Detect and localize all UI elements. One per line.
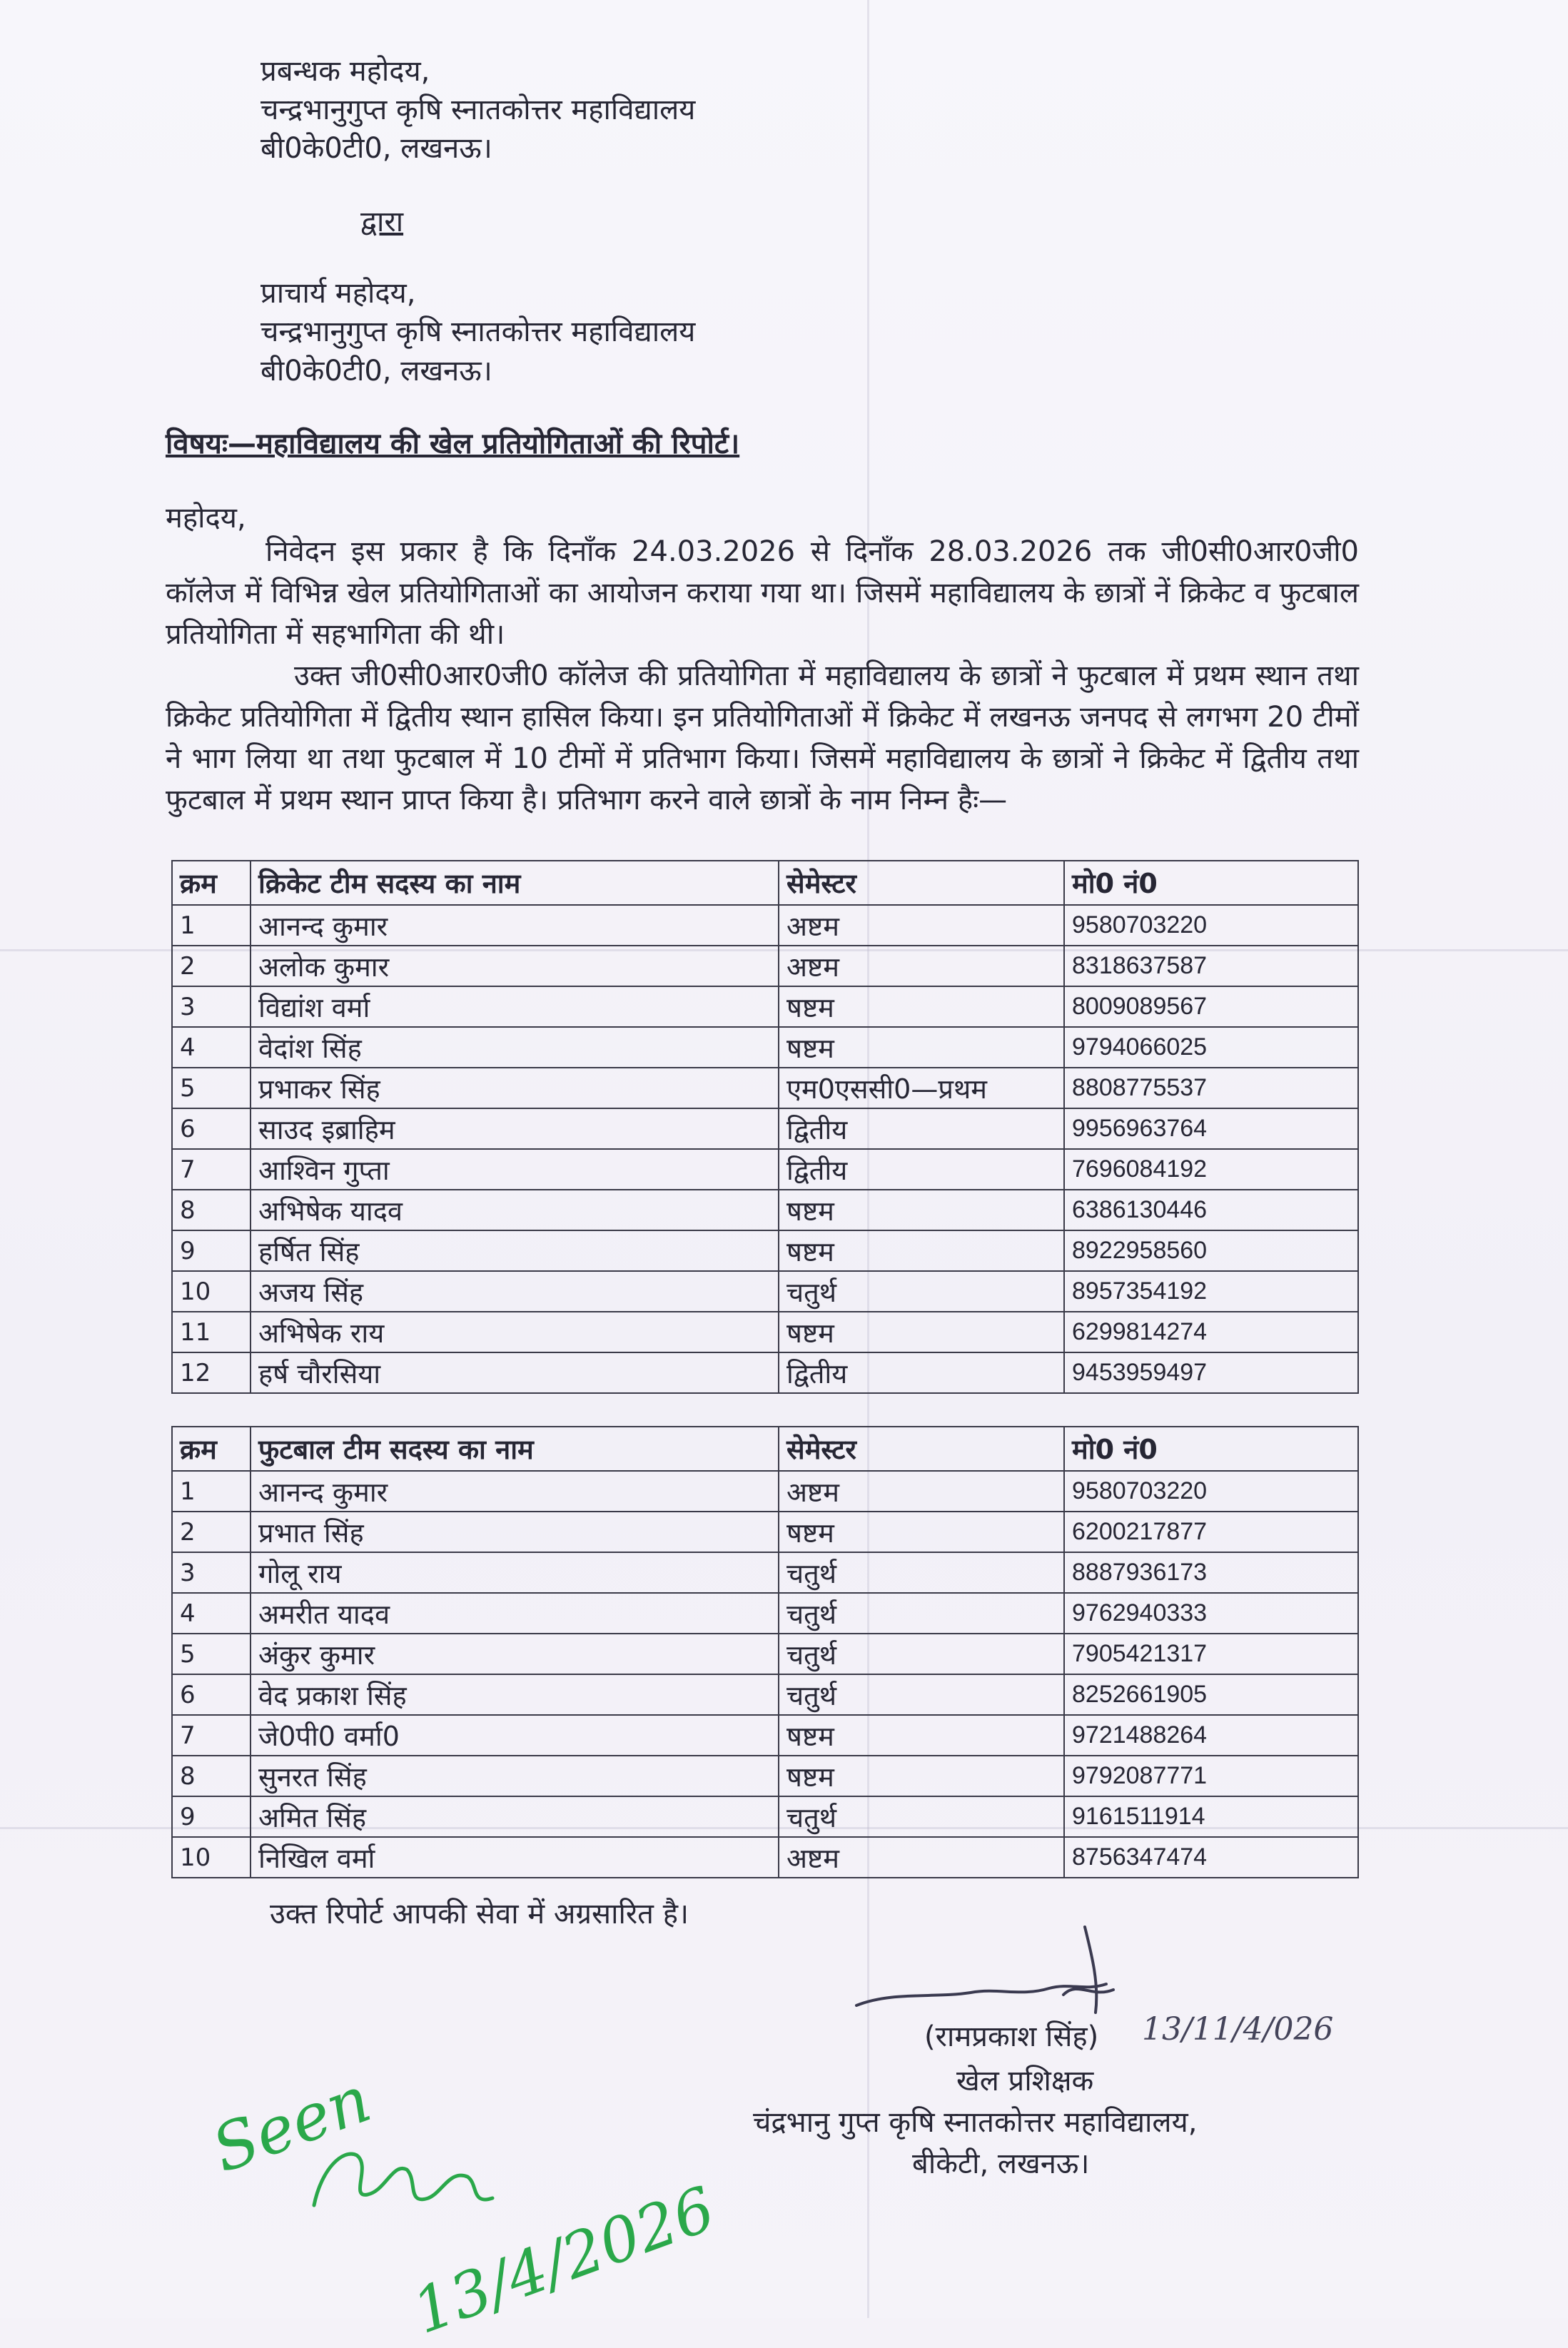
cell-mobile: 9580703220 [1064,905,1358,946]
cell-serial: 2 [172,946,251,986]
signatory-city: बीकेटी, लखनऊ। [912,2147,1090,2180]
cell-semester: चतुर्थ [779,1271,1064,1312]
cell-name: आनन्द कुमार [251,1471,779,1512]
cell-mobile: 9721488264 [1064,1715,1358,1756]
cell-semester: षष्टम [779,1715,1064,1756]
table-row [172,1471,1358,1512]
signatory-college: चंद्रभानु गुप्त कृषि स्नातकोत्तर महाविद्यालय, [753,2106,1198,2139]
table-row [172,1756,1358,1796]
cell-semester: षष्टम [779,986,1064,1027]
cell-serial: 5 [172,1068,251,1108]
signature-scrawl [849,1913,1149,2034]
cell-mobile: 7905421317 [1064,1634,1358,1674]
table-row [172,1068,1358,1108]
cell-serial: 6 [172,1108,251,1149]
via-label: द्वारा [360,206,404,238]
principal-line-3: बी0के0टी0, लखनऊ। [261,355,492,388]
cell-semester: द्वितीय [779,1352,1064,1393]
cell-semester: चतुर्थ [779,1796,1064,1837]
table-row [172,1796,1358,1837]
cell-serial: 3 [172,1552,251,1593]
cell-mobile: 8756347474 [1064,1837,1358,1878]
salutation: महोदय, [166,502,246,535]
cell-semester: अष्टम [779,1837,1064,1878]
header-name: क्रिकेट टीम सदस्य का नाम [251,861,779,905]
table-row [172,1674,1358,1715]
table-row [172,1149,1358,1190]
header-name: फुटबाल टीम सदस्य का नाम [251,1427,779,1471]
cell-name: अमित सिंह [251,1796,779,1837]
paragraph-2: उक्त जी0सी0आर0जी0 कॉलेज की प्रतियोगिता में महाविद्यालय के छात्रों ने फुटबाल में प्रथम स्थान तथा क्रिकेट प्रतियोगिता में द्वितीय स्थान हासिल किया। इन प्रतियोगिताओं में क्रिकेट में लखनऊ जनपद से लगभग 20 टीमों ने भाग लिया था तथा फुटबाल में 10 टीमों में प्रतिभाग किया। जिसमें महाविद्यालय के छात्रों ने क्रिकेट में द्वितीय तथा फुटबाल में प्रथम स्थान प्राप्त किया है। प्रतिभाग करने वाले छात्रों के नाम निम्न हैः— [166,659,1359,816]
cell-serial: 1 [172,905,251,946]
cell-mobile: 9794066025 [1064,1027,1358,1068]
cell-mobile: 8808775537 [1064,1068,1358,1108]
cell-semester: एम0एससी0—प्रथम [779,1068,1064,1108]
cell-serial: 5 [172,1634,251,1674]
cell-mobile: 8887936173 [1064,1552,1358,1593]
closing-line: उक्त रिपोर्ट आपकी सेवा में अग्रसारित है। [270,1898,689,1930]
cell-semester: चतुर्थ [779,1593,1064,1634]
cell-name: निखिल वर्मा [251,1837,779,1878]
cell-name: अमरीत यादव [251,1593,779,1634]
cell-name: अजय सिंह [251,1271,779,1312]
cell-serial: 7 [172,1715,251,1756]
cell-name: जे0पी0 वर्मा0 [251,1715,779,1756]
table-row [172,1190,1358,1230]
cell-mobile: 8922958560 [1064,1230,1358,1271]
cell-serial: 1 [172,1471,251,1512]
table-row [172,1715,1358,1756]
cell-name: प्रभाकर सिंह [251,1068,779,1108]
signatory-designation: खेल प्रशिक्षक [956,2065,1094,2097]
handwritten-seen: Seen [203,2061,380,2187]
cell-mobile: 8009089567 [1064,986,1358,1027]
table-row [172,1552,1358,1593]
cell-semester: द्वितीय [779,1149,1064,1190]
cell-mobile: 6386130446 [1064,1190,1358,1230]
table-row [172,1512,1358,1552]
cell-mobile: 9161511914 [1064,1796,1358,1837]
addressee-line-3: बी0के0टी0, लखनऊ। [261,132,492,165]
table-row [172,1634,1358,1674]
cell-name: अलोक कुमार [251,946,779,986]
cell-semester: षष्टम [779,1512,1064,1552]
table-row [172,1108,1358,1149]
cell-serial: 8 [172,1756,251,1796]
cell-serial: 6 [172,1674,251,1715]
cell-serial: 10 [172,1271,251,1312]
principal-line-1: प्राचार्य महोदय, [261,277,416,310]
cell-name: वेदांश सिंह [251,1027,779,1068]
table-row [172,1352,1358,1393]
cell-semester: षष्टम [779,1027,1064,1068]
principal-line-2: चन्द्रभानुगुप्त कृषि स्नातकोत्तर महाविद्यालय [261,315,696,348]
subject-line: विषयः—महाविद्यालय की खेल प्रतियोगिताओं की रिपोर्ट। [166,427,740,460]
cell-mobile: 9762940333 [1064,1593,1358,1634]
cell-serial: 2 [172,1512,251,1552]
addressee-line-2: चन्द्रभानुगुप्त कृषि स्नातकोत्तर महाविद्यालय [261,93,696,126]
cell-semester: षष्टम [779,1312,1064,1352]
cell-mobile: 9453959497 [1064,1352,1358,1393]
header-mobile: मो0 नं0 [1064,861,1358,905]
table-header-row [172,1427,1358,1471]
cell-mobile: 8252661905 [1064,1674,1358,1715]
cell-semester: अष्टम [779,1471,1064,1512]
cell-serial: 4 [172,1027,251,1068]
handwritten-date: 13/4/2026 [403,2173,724,2348]
cell-name: हर्षित सिंह [251,1230,779,1271]
header-semester: सेमेस्टर [779,861,1064,905]
cell-name: हर्ष चौरसिया [251,1352,779,1393]
table-row [172,946,1358,986]
cell-name: अभिषेक राय [251,1312,779,1352]
cell-mobile: 8957354192 [1064,1271,1358,1312]
table-row [172,986,1358,1027]
cell-name: प्रभात सिंह [251,1512,779,1552]
paragraph-1: निवेदन इस प्रकार है कि दिनाँक 24.03.2026 से दिनाँक 28.03.2026 तक जी0सी0आर0जी0 कॉलेज में विभिन्न खेल प्रतियोगिताओं का आयोजन कराया गया था। जिसमें महाविद्यालय के छात्रों नें क्रिकेट व फुटबाल प्रतियोगिता में सहभागिता की थी। [166,535,1359,651]
cell-semester: षष्टम [779,1190,1064,1230]
table-row [172,1593,1358,1634]
table-row [172,1837,1358,1878]
cell-name: विद्यांश वर्मा [251,986,779,1027]
cell-name: वेद प्रकाश सिंह [251,1674,779,1715]
cell-name: आनन्द कुमार [251,905,779,946]
cell-serial: 9 [172,1796,251,1837]
green-initials-scrawl [300,2127,514,2227]
cell-name: साउद इब्राहिम [251,1108,779,1149]
table-row [172,1312,1358,1352]
header-mobile: मो0 नं0 [1064,1427,1358,1471]
cell-semester: द्वितीय [779,1108,1064,1149]
football-team-table [171,1426,1359,1878]
header-serial: क्रम [172,861,251,905]
table-row [172,1027,1358,1068]
cell-serial: 4 [172,1593,251,1634]
cell-mobile: 6200217877 [1064,1512,1358,1552]
addressee-line-1: प्रबन्धक महोदय, [261,55,430,88]
cell-serial: 12 [172,1352,251,1393]
cell-name: गोलू राय [251,1552,779,1593]
cell-serial: 7 [172,1149,251,1190]
signatory-name: (रामप्रकाश सिंह) [924,2020,1099,2053]
cell-mobile: 7696084192 [1064,1149,1358,1190]
cell-serial: 10 [172,1837,251,1878]
cell-serial: 8 [172,1190,251,1230]
cell-mobile: 6299814274 [1064,1312,1358,1352]
cell-mobile: 9792087771 [1064,1756,1358,1796]
cell-semester: अष्टम [779,905,1064,946]
cell-semester: चतुर्थ [779,1674,1064,1715]
cell-semester: चतुर्थ [779,1552,1064,1593]
cell-semester: चतुर्थ [779,1634,1064,1674]
cell-semester: षष्टम [779,1756,1064,1796]
signature-date-note: 13/11/4/026 [1142,2011,1334,2048]
cell-name: अंकुर कुमार [251,1634,779,1674]
table-row [172,1230,1358,1271]
table-row [172,905,1358,946]
cell-name: आश्विन गुप्ता [251,1149,779,1190]
cell-mobile: 8318637587 [1064,946,1358,986]
cell-name: सुनरत सिंह [251,1756,779,1796]
cell-mobile: 9580703220 [1064,1471,1358,1512]
table-header-row [172,861,1358,905]
header-serial: क्रम [172,1427,251,1471]
cell-serial: 3 [172,986,251,1027]
cell-serial: 11 [172,1312,251,1352]
cell-mobile: 9956963764 [1064,1108,1358,1149]
cell-semester: षष्टम [779,1230,1064,1271]
cell-name: अभिषेक यादव [251,1190,779,1230]
cell-semester: अष्टम [779,946,1064,986]
table-row [172,1271,1358,1312]
cricket-team-table [171,860,1359,1394]
cell-serial: 9 [172,1230,251,1271]
header-semester: सेमेस्टर [779,1427,1064,1471]
